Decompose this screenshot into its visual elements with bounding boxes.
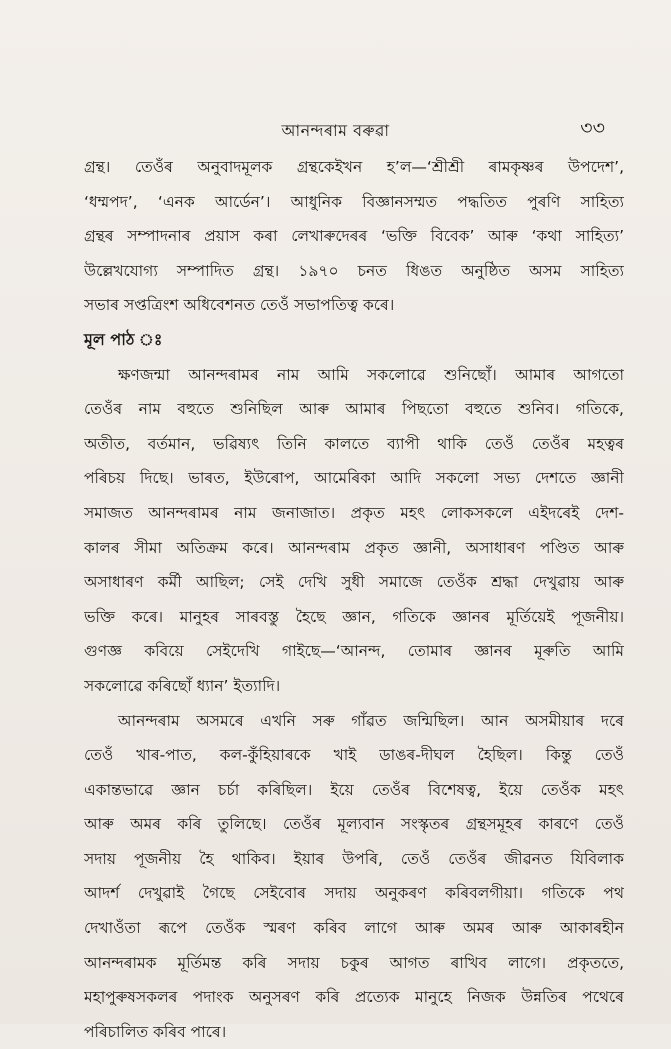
text-line: পৰিচয় দিছে। ভাৰত, ইউৰোপ, আমেৰিকা আদি সকলো সভ্য দেশতে জ্ঞানী xyxy=(84,461,624,496)
text-line: মহাপুৰুষসকলৰ পদাংক অনুসৰণ কৰি প্ৰত্যেক মানুহে নিজক উন্নতিৰ পথেৰে xyxy=(84,980,624,1015)
text-line: গ্ৰন্থৰ সম্পাদনাৰ প্ৰয়াস কৰা লেখাৰুদেৰৰ ‘ভক্তি বিবেক’ আৰু ‘কথা সাহিত্য’ xyxy=(84,219,624,254)
text-line: কালৰ সীমা অতিক্ৰম কৰে। আনন্দৰাম প্ৰকৃত জ্ঞানী, অসাধাৰণ পণ্ডিত আৰু xyxy=(84,531,624,566)
text-line: তেওঁৰ নাম বহুতে শুনিছিল আৰু আমাৰ পিছতো বহুতে শুনিব। গতিকে, xyxy=(84,392,624,427)
text-line: ভক্তি কৰে। মানুহৰ সাৰবস্তু হৈছে জ্ঞান, গতিকে জ্ঞানৰ মূৰ্তিয়েই পূজনীয়। xyxy=(84,600,624,635)
text-line: অতীত, বৰ্তমান, ভৱিষ্যৎ তিনি কালতে ব্যাপী থাকি তেওঁ তেওঁৰ মহত্বৰ xyxy=(84,427,624,462)
text-line: সদায় পূজনীয় হৈ থাকিব। ইয়াৰ উপৰি, তেওঁ তেওঁৰ জীৱনত যিবিলাক xyxy=(84,842,624,877)
page-number: ৩৩ xyxy=(580,114,605,146)
paragraph-2 xyxy=(84,358,624,704)
text-line: অসাধাৰণ কৰ্মী আছিল; সেই দেখি সুধী সমাজে তেওঁক শ্ৰদ্ধা দেখুৱায় আৰু xyxy=(84,565,624,600)
text-line: আনন্দৰাম অসমৰে এখনি সৰু গাঁৱত জন্মিছিল। আন অসমীয়াৰ দৰে xyxy=(84,704,624,739)
text-line: পৰিচালিত কৰিব পাৰে। xyxy=(84,1015,624,1049)
body-text xyxy=(84,150,624,1049)
text-line: দেখাওঁতা ৰূপে তেওঁক স্মৰণ কৰিব লাগে আৰু অমৰ আৰু আকাৰহীন xyxy=(84,911,624,946)
text-line: উল্লেখযোগ্য সম্পাদিত গ্ৰন্থ। ১৯৭০ চনত ধিঙত অনুষ্ঠিত অসম সাহিত্য xyxy=(84,254,624,289)
text-line: গ্ৰন্থ। তেওঁৰ অনুবাদমূলক গ্ৰন্থকেইখন হ’ল—‘শ্ৰীশ্ৰী ৰামকৃষ্ণৰ উপদেশ’, xyxy=(84,150,624,185)
running-head-title: আনন্দৰাম বৰুৱা xyxy=(0,118,671,145)
text-line: গুণজ্ঞ কবিয়ে সেইদেখি গাইছে—‘আনন্দ, তোমাৰ জ্ঞানৰ মূৰুতি আমি xyxy=(84,634,624,669)
text-line: ‘ধম্মপদ’, ‘এনক আৰ্ডেন’। আধুনিক বিজ্ঞানসম্মত পদ্ধতিত পুৰণি সাহিত্য xyxy=(84,185,624,220)
text-line: একান্তভাৱে জ্ঞান চৰ্চা কৰিছিল। ইয়ে তেওঁৰ বিশেষত্ব, ইয়ে তেওঁক মহৎ xyxy=(84,773,624,808)
text-line: আনন্দৰামক মূৰ্তিমন্ত কৰি সদায় চকুৰ আগত ৰাখিব লাগে। প্ৰকৃততে, xyxy=(84,946,624,981)
section-heading: মূল পাঠ ঃ xyxy=(84,323,624,358)
text-line: সমাজত আনন্দৰামৰ নাম জনাজাত। প্ৰকৃত মহৎ লোকসকলে এইদৰেই দেশ- xyxy=(84,496,624,531)
text-line: ক্ষণজন্মা আনন্দৰামৰ নাম আমি সকলোৱে শুনিছোঁ। আমাৰ আগতো xyxy=(84,358,624,393)
text-line: তেওঁ খাৰ-পাত, কল-কুঁহিয়াৰকে খাই ডাঙৰ-দীঘল হৈছিল। কিন্তু তেওঁ xyxy=(84,738,624,773)
text-line: সভাৰ সপ্তত্ৰিংশ অধিবেশনত তেওঁ সভাপতিত্ব কৰে। xyxy=(84,288,624,323)
text-line: আদৰ্শ দেখুৱাই গৈছে সেইবোৰ সদায় অনুকৰণ কৰিবলগীয়া। গতিকে পথ xyxy=(84,876,624,911)
text-line: সকলোৱে কৰিছোঁ ধ্যান’ ইত্যাদি। xyxy=(84,669,624,704)
paragraph-3 xyxy=(84,704,624,1049)
paragraph-1 xyxy=(84,150,624,323)
text-line: আৰু অমৰ কৰি তুলিছে। তেওঁৰ মূল্যবান সংস্কৃতৰ গ্ৰন্থসমূহৰ কাৰণে তেওঁ xyxy=(84,807,624,842)
